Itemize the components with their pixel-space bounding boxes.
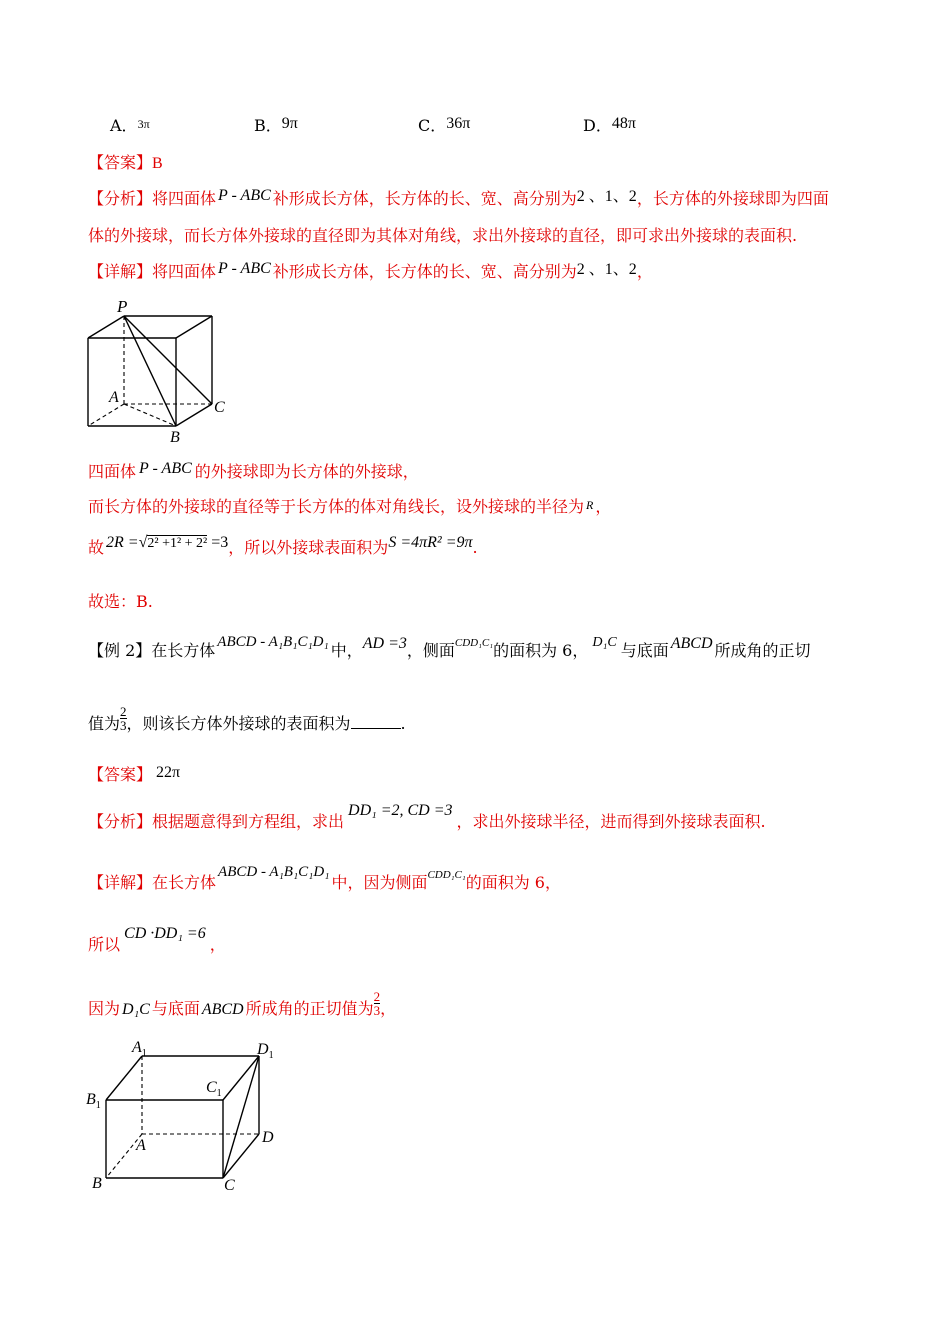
ex1-calc-line: 故 2R =√2² +1² + 2² =3，所以外接球表面积为S =4πR² =9π. (88, 534, 478, 557)
ex1-detail-line2: 四面体 P - ABC 的外接球即为长方体的外接球， (88, 460, 419, 481)
ex2-because-line: 因为 D₁C 与底面 ABCD 所成角的正切值为 $\frac{2}{3}$ ， (88, 989, 397, 1018)
label-d: D (262, 1129, 274, 1146)
edge (176, 404, 212, 426)
fraction-2-3: $\frac{2}{3}$ (120, 704, 127, 733)
answer-blank (351, 714, 401, 729)
label-d1: $D_1$ (257, 1041, 274, 1061)
label-p: P (117, 297, 128, 316)
label-a: A (136, 1137, 146, 1154)
ex2-question-line2: 值为 $\frac{2}{3}$ ，则该长方体外接球的表面积为 . (88, 704, 406, 733)
figure-tetrahedron-box (80, 290, 240, 450)
hidden-edge-ab (124, 404, 176, 426)
edge-d1c1 (223, 1056, 259, 1100)
ex2-question-line1: 【例 2】在长方体 ABCD - A₁B₁C₁D₁ 中，AD =3，侧面$^{CDD_1C_1}$的面积为 6， D₁C 与底面 ABCD 所成角的正切 (88, 634, 811, 660)
edge-pb (124, 316, 176, 426)
label-c: C (214, 399, 225, 416)
edge-pc (124, 316, 212, 404)
ex1-detail-line3: 而长方体的外接球的直径等于长方体的体对角线长，设外接球的半径为 R ， (88, 497, 612, 516)
edge-dc (223, 1134, 259, 1178)
ex1-analysis-line1: 【分析】将四面体 P - ABC 补形成长方体，长方体的长、宽、高分别为2 、1、2，长方体的外接球即为四面 (88, 187, 829, 208)
label-a1: $A_1$ (132, 1039, 147, 1059)
ex1-answer: 【答案】B (88, 153, 163, 172)
edge (176, 316, 212, 338)
sqrt-sign: √ (138, 534, 148, 551)
ex2-detail-line1: 【详解】在长方体ABCD - A₁B₁C₁D₁中，因为侧面$^{CDD_1C_1}$的面积为 6， (88, 864, 561, 892)
edge-b1a1 (106, 1056, 142, 1100)
ex2-analysis: 【分析】根据题意得到方程组，求出DD₁ =2, CD =3，求出外接球半径，进而得到外接球表面积. (88, 802, 766, 831)
label-c1: $C_1$ (206, 1079, 222, 1099)
option-d: D．48π (583, 115, 636, 135)
hidden-edge (88, 404, 124, 426)
option-c: C．36π (418, 115, 471, 135)
label-b: B (170, 429, 180, 446)
fraction-2-3: $\frac{2}{3}$ (373, 989, 381, 1018)
figure-rectangular-box (80, 1030, 290, 1200)
ex2-so-line: 所以CD ·DD₁ =6， (88, 925, 226, 954)
label-b1: $B_1$ (86, 1091, 101, 1111)
edge-d1c (223, 1056, 259, 1178)
edge (88, 316, 124, 338)
ex1-choose: 故选：B. (88, 592, 153, 611)
ex1-analysis-line2: 体的外接球，而长方体外接球的直径即为其体对角线，求出外接球的直径，即可求出外接球的表面积. (88, 226, 798, 245)
ex2-answer: 【答案】 22π (88, 764, 181, 784)
option-b: B．9π (254, 115, 298, 135)
ex1-detail-line1: 【详解】将四面体 P - ABC 补形成长方体，长方体的长、宽、高分别为2 、1、2， (88, 260, 653, 281)
label-c: C (224, 1177, 235, 1194)
option-a: A．3π (110, 116, 150, 135)
label-b: B (92, 1175, 102, 1192)
label-a: A (109, 389, 119, 406)
